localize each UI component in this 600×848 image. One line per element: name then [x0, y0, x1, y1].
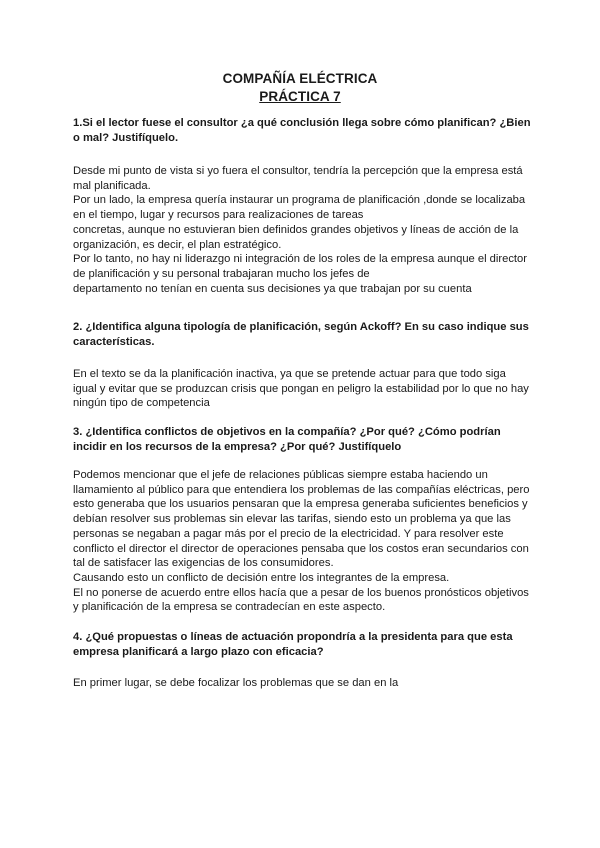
answer-line: En el texto se da la planificación inactiva, ya que se pretende actuar para que todo siga: [73, 368, 506, 380]
answer-4: [73, 676, 533, 691]
answer-3: [73, 468, 533, 615]
question-line: empresa planificará a largo plazo con eficacia?: [73, 645, 324, 658]
question-3: [73, 425, 533, 454]
answer-line: y planificación de la empresa se contradecían en este aspecto.: [73, 601, 386, 614]
question-line: 4. ¿Qué propuestas o líneas de actuación propondría a la presidenta para que esta: [73, 631, 513, 643]
answer-line: mal planificada.: [73, 179, 151, 192]
question-line: 2. ¿Identifica alguna tipología de planificación, según Ackoff? En su caso indique sus: [73, 321, 529, 333]
answer-line: ningún tipo de competencia: [73, 397, 210, 410]
answer-line: Por un lado, la empresa quería instaurar un programa de planificación ,donde se localizaba: [73, 194, 526, 207]
answer-2: [73, 367, 533, 411]
answer-line: departamento no tenían en cuenta sus decisiones ya que trabajan por su cuenta: [73, 282, 472, 295]
answer-line: Causando esto un conflicto de decisión entre los integrantes de la empresa.: [73, 571, 450, 584]
answer-line: organización, es decir, el plan estratégico.: [73, 238, 282, 251]
answer-line: concretas, aunque no estuvieran bien definidos grandes objetivos y líneas de acción de la: [73, 223, 519, 236]
question-line: incidir en los recursos de la empresa? ¿Por qué? Justifíquelo: [73, 440, 402, 453]
answer-line: personas se negaban a pagar más por el precio de la electricidad. Y para resolver este: [73, 527, 504, 540]
answer-1: [73, 164, 533, 296]
question-line: características.: [73, 335, 155, 348]
answer-line: Desde mi punto de vista si yo fuera el consultor, tendría la percepción que la empresa está: [73, 165, 523, 177]
answer-line: En primer lugar, se debe focalizar los problemas que se dan en la: [73, 677, 399, 689]
answer-line: llamamiento al público para que entendiera los problemas de las compañías eléctricas, pero: [73, 483, 530, 496]
answer-line: igual y evitar que se produzcan crisis que pongan en peligro la estabilidad por lo que no hay: [73, 382, 529, 395]
answer-line: en el tiempo, lugar y recursos para realizaciones de tareas: [73, 209, 364, 222]
answer-line: El no ponerse de acuerdo entre ellos hacía que a pesar de los buenos pronósticos objetivos: [73, 586, 529, 599]
question-line: 3. ¿Identifica conflictos de objetivos en la compañía? ¿Por qué? ¿Cómo podrían: [73, 426, 501, 438]
answer-line: Por lo tanto, no hay ni liderazgo ni integración de los roles de la empresa aunque el director: [73, 253, 527, 266]
answer-line: tal de satisfacer las exigencias de los consumidores.: [73, 557, 334, 570]
question-line: 1.Si el lector fuese el consultor ¿a qué conclusión llega sobre cómo planifican? ¿Bien: [73, 117, 531, 129]
answer-line: conflicto el director el director de operaciones pensaba que los costos eran secundarios con: [73, 542, 529, 555]
question-4: [73, 630, 533, 659]
question-line: o mal? Justifíquelo.: [73, 131, 179, 144]
document-subtitle: PRÁCTICA 7: [259, 89, 341, 104]
answer-line: de planificación y su personal trabajaran mucho los jefes de: [73, 267, 370, 280]
answer-line: esto generaba que los usuarios pensaran que la empresa generaba suficientes beneficios y: [73, 498, 528, 511]
answer-line: Podemos mencionar que el jefe de relaciones públicas siempre estaba haciendo un: [73, 469, 488, 481]
document-title: COMPAÑÍA ELÉCTRICA: [222, 71, 378, 86]
answer-line: debían resolver sus problemas sin elevar las tarifas, siendo esto un problema ya que las: [73, 513, 511, 526]
question-1: [73, 116, 533, 145]
question-2: [73, 320, 533, 349]
